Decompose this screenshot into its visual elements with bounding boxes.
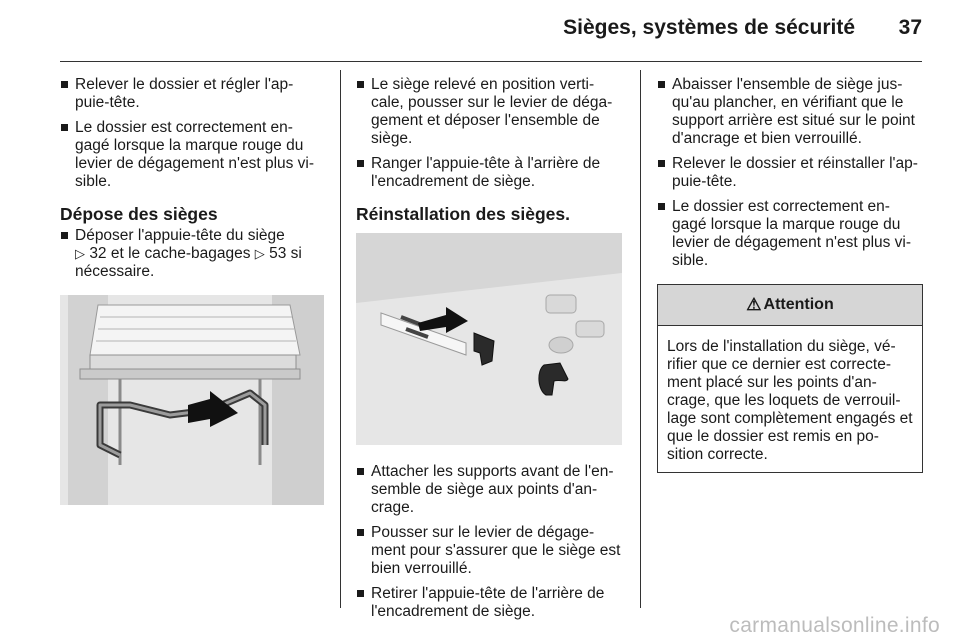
bullet-item: Attacher les supports avant de l'en-semble de siège aux points d'an-crage. <box>356 463 624 517</box>
bullet-item: Pousser sur le levier de dégage-ment pour s'assurer que le siège est bien verrouillé. <box>356 524 624 578</box>
bullet-item: Le siège relevé en position verti-cale, pousser sur le levier de déga-gement et déposer l'ensemble de siège. <box>356 76 624 148</box>
cross-reference-icon: ▷ <box>75 246 85 261</box>
bullet-item: Relever le dossier et régler l'ap-puie-tête. <box>60 76 326 112</box>
bullet-text: Déposer l'appuie-tête du siège <box>75 227 285 244</box>
bullet-text: et le cache-bagages <box>110 245 251 262</box>
xref-page-32[interactable]: 32 <box>89 245 107 262</box>
page-number: 37 <box>898 16 922 39</box>
warning-body: Lors de l'installation du siège, vé-rifier que ce dernier est correcte-ment placé sur les points d'an-crage, que les loquets de verrouil-lage sont complètement engagés et que le dossier est remis en po-sition correcte. <box>667 338 913 463</box>
bullet-item: Relever le dossier et réinstaller l'ap-puie-tête. <box>657 155 923 191</box>
page-title: Sièges, systèmes de sécurité <box>563 16 855 39</box>
header-divider <box>60 61 922 62</box>
warning-title: Attention <box>763 296 834 313</box>
watermark: carmanualsonline.info <box>729 614 940 637</box>
bullet-item: Le dossier est correctement en-gagé lorsque la marque rouge du levier de dégagement n'est plus vi-sible. <box>657 198 923 270</box>
section-heading-depose: Dépose des sièges <box>60 204 218 224</box>
bullet-item: Le dossier est correctement en-gagé lorsque la marque rouge du levier de dégagement n'est plus vi-sible. <box>60 119 326 191</box>
bullet-text: si nécessaire. <box>75 245 302 280</box>
column-1 <box>60 76 326 505</box>
warning-header <box>658 285 922 326</box>
column-divider <box>640 70 641 608</box>
bullet-item: Retirer l'appuie-tête de l'arrière de l'encadrement de siège. <box>356 585 624 621</box>
section-heading-reinstallation: Réinstallation des sièges. <box>356 204 570 224</box>
cross-reference-icon: ▷ <box>254 246 265 261</box>
column-2 <box>356 76 624 628</box>
column-3 <box>657 76 923 473</box>
bullet-item: Abaisser l'ensemble de siège jus-qu'au plancher, en vérifiant que le support arrière est situé sur le point d'ancrage et bien verrouillé. <box>657 76 923 148</box>
bullet-item: Ranger l'appuie-tête à l'arrière de l'encadrement de siège. <box>356 155 624 191</box>
seat-anchor-points-illustration <box>356 233 622 445</box>
warning-box <box>657 284 923 473</box>
column-divider <box>340 70 341 608</box>
warning-triangle-icon: ⚠ <box>746 295 762 314</box>
xref-page-53[interactable]: 53 <box>269 245 287 262</box>
bullet-item <box>60 227 326 281</box>
seat-release-lever-illustration <box>60 295 324 505</box>
